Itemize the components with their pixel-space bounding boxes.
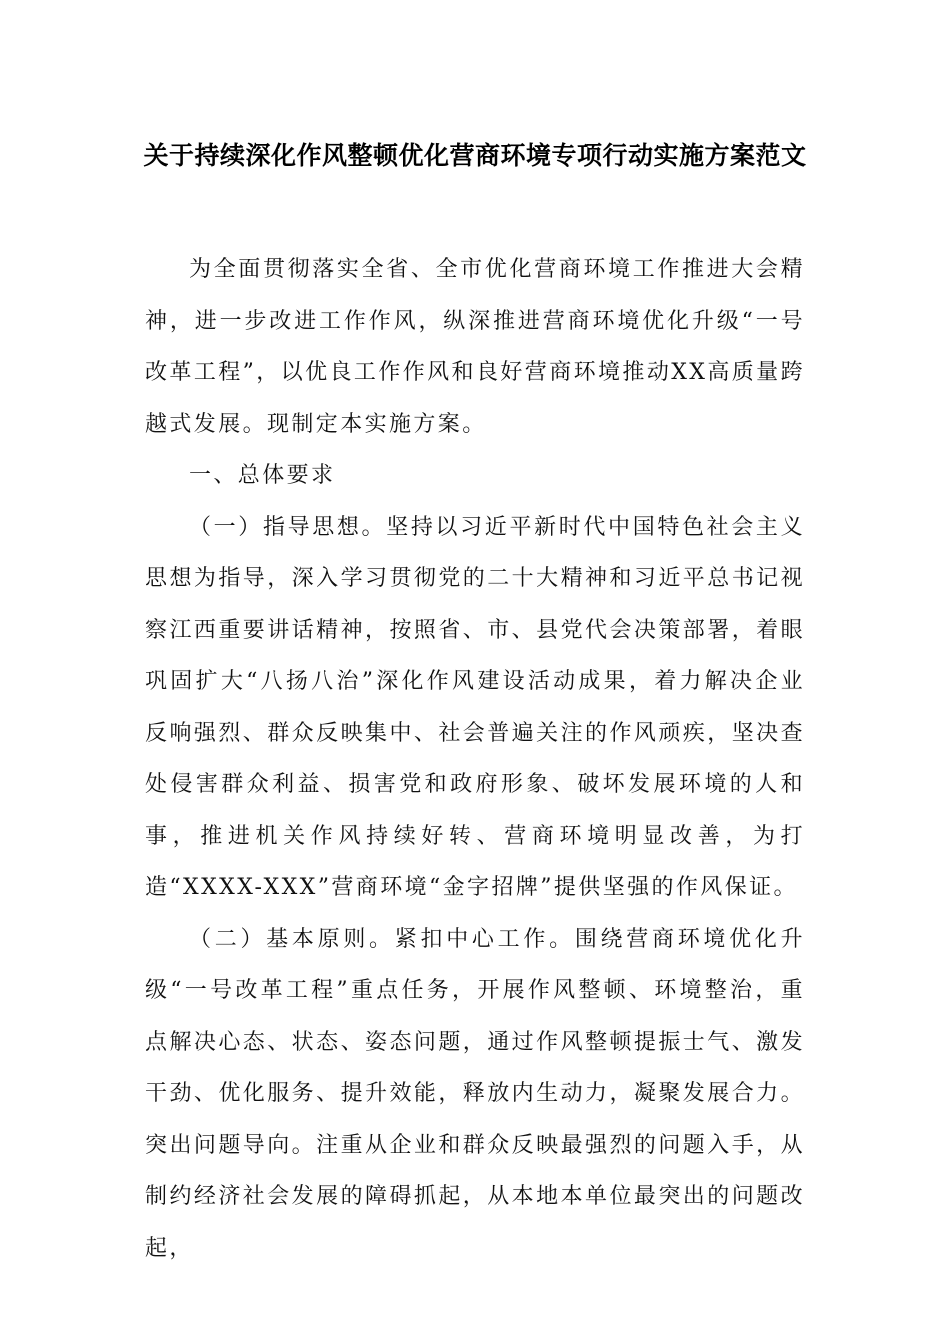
document-body — [145, 244, 805, 1274]
basic-principles-paragraph: （二）基本原则。紧扣中心工作。围绕营商环境优化升级“一号改革工程”重点任务，开展作风整顿、环境整治，重点解决心态、状态、姿态问题，通过作风整顿提振士气、激发干劲、优化服务、提升效能，释放内生动力，凝聚发展合力。突出问题导向。注重从企业和群众反映最强烈的问题入手，从制约经济社会发展的障碍抓起，从本地本单位最突出的问题改起， — [145, 926, 805, 1261]
intro-paragraph: 为全面贯彻落实全省、全市优化营商环境工作推进大会精神，进一步改进工作作风，纵深推进营商环境优化升级“一号改革工程”，以优良工作作风和良好营商环境推动XX高质量跨越式发展。现制定本实施方案。 — [145, 257, 805, 437]
document-title: 关于持续深化作风整顿优化营商环境专项行动实施方案范文 — [143, 141, 807, 170]
guiding-ideology-paragraph: （一）指导思想。坚持以习近平新时代中国特色社会主义思想为指导，深入学习贯彻党的二十大精神和习近平总书记视察江西重要讲话精神，按照省、市、县党代会决策部署，着眼巩固扩大“八扬八治”深化作风建设活动成果，着力解决企业反响强烈、群众反映集中、社会普遍关注的作风顽疾，坚决查处侵害群众利益、损害党和政府形象、破坏发展环境的人和事，推进机关作风持续好转、营商环境明显改善，为打造“XXXX-XXX”营商环境“金字招牌”提供坚强的作风保证。 — [145, 514, 805, 900]
section-heading-general-requirements: 一、总体要求 — [189, 463, 336, 488]
